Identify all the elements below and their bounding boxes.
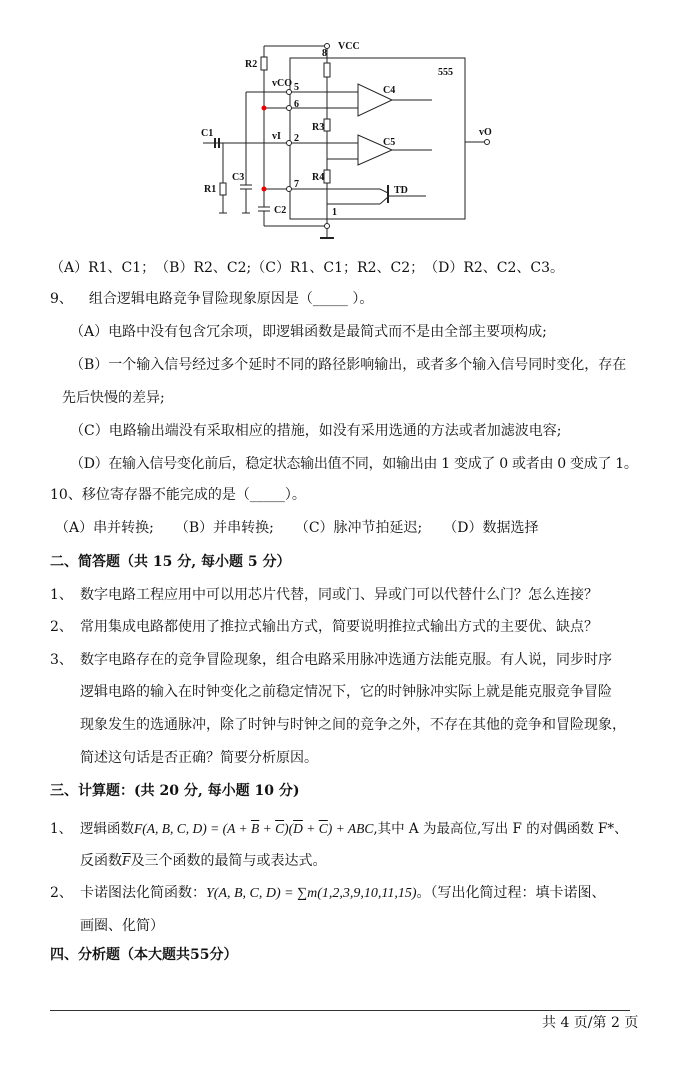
formula-part: F(A, B, C, D) = (A + xyxy=(134,821,251,836)
r2-label: R2 xyxy=(245,59,258,70)
c3-label: C3 xyxy=(232,172,245,183)
s3-q2-line2: 画圈、化简） xyxy=(80,918,164,934)
pin6-label: 6 xyxy=(294,99,299,110)
f-bar: $\overline{F}$ xyxy=(122,854,131,869)
r3-label: R3 xyxy=(312,122,325,133)
q9-option-c: （C）电路输出端没有采取相应的措施，如没有采用选通的方法或者加滤波电容; xyxy=(70,423,562,439)
s2-q2-text: 常用集成电路都使用了推拉式输出方式，简要说明推拉式输出方式的主要优、缺点？ xyxy=(80,619,598,635)
s2-q1-text: 数字电路工程应用中可以用芯片代替，同或门、异或门可以代替什么门？怎么连接？ xyxy=(80,587,598,603)
q9-number: 9、 xyxy=(50,291,73,307)
footer-divider xyxy=(50,1010,630,1011)
pin2-label: 2 xyxy=(294,133,299,144)
formula-part: + xyxy=(302,821,319,836)
q9-option-a: （A）电路中没有包含冗余项，即逻辑函数是最简式而不是由全部主要项构成; xyxy=(70,324,547,340)
s2-q1 xyxy=(50,586,598,604)
vi-label: vI xyxy=(272,131,281,142)
pin5-label: 5 xyxy=(294,82,299,93)
c1-label: C1 xyxy=(201,128,214,139)
chip-label: 555 xyxy=(438,67,453,78)
c2-label: C2 xyxy=(274,205,287,216)
q9-text: 组合逻辑电路竞争冒险现象原因是（_____ ）。 xyxy=(88,291,374,307)
page-footer: 共 4 页/第 2 页 xyxy=(542,1015,639,1031)
q9-question xyxy=(50,290,373,308)
s3-q2-suffix: 。（写出化简过程：填卡诺图、 xyxy=(416,885,606,901)
pin7-label: 7 xyxy=(294,179,299,190)
s2-q3-text: 数字电路存在的竞争冒险现象，组合电路采用脉冲选通方法能克服。有人说，同步时序 xyxy=(80,652,612,668)
s3-q1-number: 1、 xyxy=(50,821,73,837)
formula-d-bar: $\overline{D}$ xyxy=(293,821,303,836)
text: 反函数 xyxy=(80,853,122,869)
s2-q2 xyxy=(50,618,598,636)
formula-part: + xyxy=(259,821,276,836)
td-label: TD xyxy=(394,185,408,196)
s2-q3 xyxy=(50,651,612,669)
pin1-label: 1 xyxy=(332,207,337,218)
vco-label: vCO xyxy=(272,78,292,89)
q9-option-b: （B）一个输入信号经过多个延时不同的路径影响输出，或者多个输入信号同时变化，存在 xyxy=(70,357,627,373)
s3-q1-suffix: ,其中 A 为最高位,写出 F 的对偶函数 F*、 xyxy=(373,821,628,837)
text: 及三个函数的最简与或表达式。 xyxy=(130,853,327,869)
s3-q2 xyxy=(50,884,606,902)
s2-q3-line2: 逻辑电路的输入在时钟变化之前稳定情况下，它的时钟脉冲实际上就是能克服竞争冒险 xyxy=(80,684,612,700)
s3-q2-prefix: 卡诺图法化简函数： xyxy=(80,885,206,901)
vo-label: vO xyxy=(479,127,492,138)
formula-part: ) + ABC xyxy=(327,821,374,836)
r1-label: R1 xyxy=(204,184,217,195)
formula-b-bar: $\overline{B}$ xyxy=(250,821,260,836)
s3-q1-line2 xyxy=(80,852,327,871)
vcc-label: VCC xyxy=(338,41,360,52)
formula-c-bar: $\overline{C}$ xyxy=(318,821,328,836)
q9-option-d: （D）在输入信号变化前后，稳定状态输出值不同，如输出由 1 变成了 0 或者由 0 变成了 1。 xyxy=(70,456,638,472)
c5-label: C5 xyxy=(383,137,396,148)
555-circuit-diagram xyxy=(190,35,490,245)
s3-q1 xyxy=(50,820,628,838)
q10-question: 10、移位寄存器不能完成的是（_____）。 xyxy=(50,487,306,503)
pin8-label: 8 xyxy=(322,48,327,59)
s2-q1-number: 1、 xyxy=(50,587,73,603)
q8-options: （A）R1、C1； （B）R2、C2;（C）R1、C1；R2、C2； （D）R2、C2、C3。 xyxy=(50,260,565,276)
c4-label: C4 xyxy=(383,85,396,96)
s3-q1-prefix: 逻辑函数 xyxy=(80,821,134,837)
section4-title: 四、分析题（本大题共55分） xyxy=(50,947,238,963)
section2-title: 二、简答题（共 15 分, 每小题 5 分） xyxy=(50,554,291,570)
s2-q3-number: 3、 xyxy=(50,652,73,668)
s3-q2-number: 2、 xyxy=(50,885,73,901)
s3-q2-formula: Y(A, B, C, D) = ∑m(1,2,3,9,10,11,15) xyxy=(206,886,417,901)
s2-q3-line3: 现象发生的选通脉冲，除了时钟与时钟之间的竞争之外，不存在其他的竞争和冒险现象， xyxy=(80,717,626,733)
s2-q2-number: 2、 xyxy=(50,619,73,635)
q9-option-b-cont: 先后快慢的差异; xyxy=(62,390,165,406)
s2-q3-line4: 简述这句话是否正确？简要分析原因。 xyxy=(80,750,318,766)
section3-title: 三、计算题：(共 20 分, 每小题 10 分) xyxy=(50,783,300,799)
r4-label: R4 xyxy=(312,172,325,183)
formula-c-bar: $\overline{C}$ xyxy=(275,821,285,836)
formula-part: )( xyxy=(284,821,294,836)
q10-options: （A）串并转换; （B）并串转换; （C）脉冲节拍延迟; （D）数据选择 xyxy=(55,520,539,536)
